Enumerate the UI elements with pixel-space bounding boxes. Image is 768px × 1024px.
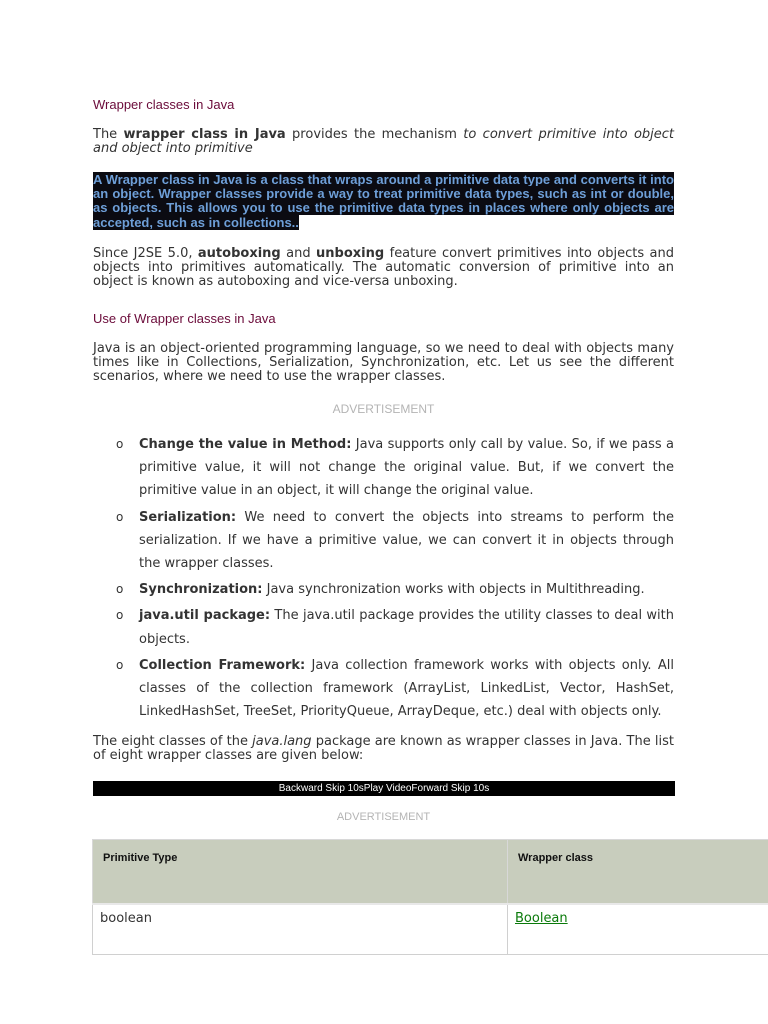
eight-text-1: The eight classes of the: [93, 734, 253, 749]
list-item-title: Collection Framework:: [139, 657, 306, 673]
eight-text-2: package are known as wrapper classes in Java. The list of eight wrapper classes are given below:: [93, 734, 674, 763]
bullet-marker: o: [116, 657, 124, 672]
reasons-list: [116, 433, 674, 726]
bullet-marker: o: [116, 608, 124, 623]
highlighted-definition: [93, 173, 674, 230]
intro-text-2: provides the mechanism: [285, 127, 464, 142]
list-item-title: Synchronization:: [139, 582, 263, 598]
intro-italic: to convert primitive into object and object into primitive: [93, 127, 675, 156]
heading-use-of-wrapper: Use of Wrapper classes in Java: [93, 311, 276, 326]
table-row: [93, 904, 768, 955]
intro-bold: wrapper class in Java: [123, 127, 286, 142]
list-item: [116, 654, 674, 724]
list-item: [116, 433, 674, 503]
autoboxing-paragraph: [93, 247, 674, 289]
eight-classes-paragraph: [93, 735, 674, 763]
unboxing-bold: unboxing: [316, 246, 385, 261]
bullet-marker: o: [116, 437, 124, 451]
highlighted-text: A Wrapper class in Java is a class that wraps around a primitive data type and converts it into an object. Wrapper classes provide a way to treat primitive data types, such as int or double, as objects. This allows you to use the primitive data types in places where only objects are accepted, such as in collections..: [93, 172, 674, 230]
bullet-marker: o: [116, 582, 124, 597]
boolean-link[interactable]: Boolean: [515, 911, 568, 926]
wrapper-classes-table: [92, 839, 768, 955]
table-header-row: [93, 840, 768, 905]
list-item-title: Serialization:: [139, 509, 237, 525]
list-item-text: Java collection framework works with objects only. All classes of the collection framework (ArrayList, LinkedList, Vector, HashSet, LinkedHashSet, TreeSet, PriorityQueue, ArrayDeque, etc.) deal with objects only.: [139, 657, 674, 720]
intro-paragraph: [93, 128, 674, 156]
list-item-text: Java synchronization works with objects in Multithreading.: [262, 582, 645, 598]
list-item-text: The java.util package provides the utility classes to deal with objects.: [139, 608, 674, 647]
autobox-text-3: feature convert primitives into objects and objects into primitives automatically. The automatic conversion of primitive into an object is known as autoboxing and vice-versa unboxing.: [93, 246, 674, 289]
list-item-title: Change the value in Method:: [139, 437, 352, 452]
cell-primitive: boolean: [93, 904, 508, 955]
list-item: [116, 604, 674, 650]
autoboxing-bold: autoboxing: [197, 246, 281, 261]
java-lang-italic: java.lang: [252, 734, 312, 749]
use-paragraph: Java is an object-oriented programming language, so we need to deal with objects many times like in Collections, Serialization, Synchronization, etc. Let us see the different scenarios, where we need to use the wrapper classes.: [93, 341, 674, 384]
advertisement-label: ADVERTISEMENT: [332, 402, 435, 416]
cell-wrapper: [508, 904, 768, 955]
heading-wrapper-classes: Wrapper classes in Java: [93, 97, 235, 112]
list-item-text: Java supports only call by value. So, if we pass a primitive value, it will not change the original value. But, if we convert the primitive value in an object, it will change the original value.: [139, 437, 674, 499]
list-item: [116, 578, 674, 601]
autobox-text-2: and: [280, 246, 317, 261]
list-item-title: java.util package:: [139, 608, 271, 624]
header-primitive-type: Primitive Type: [93, 840, 508, 905]
autobox-text-1: Since J2SE 5.0,: [93, 246, 198, 261]
header-wrapper-class: Wrapper class: [508, 840, 768, 905]
bullet-marker: o: [116, 509, 124, 524]
video-controls-bar[interactable]: Backward Skip 10sPlay VideoForward Skip 10s: [93, 781, 675, 796]
list-item-text: We need to convert the objects into streams to perform the serialization. If we have a primitive value, we can convert it in objects through the wrapper classes.: [139, 509, 674, 572]
advertisement-label: ADVERTISEMENT: [336, 811, 431, 823]
intro-text-1: The: [93, 127, 124, 142]
list-item: [116, 506, 674, 576]
